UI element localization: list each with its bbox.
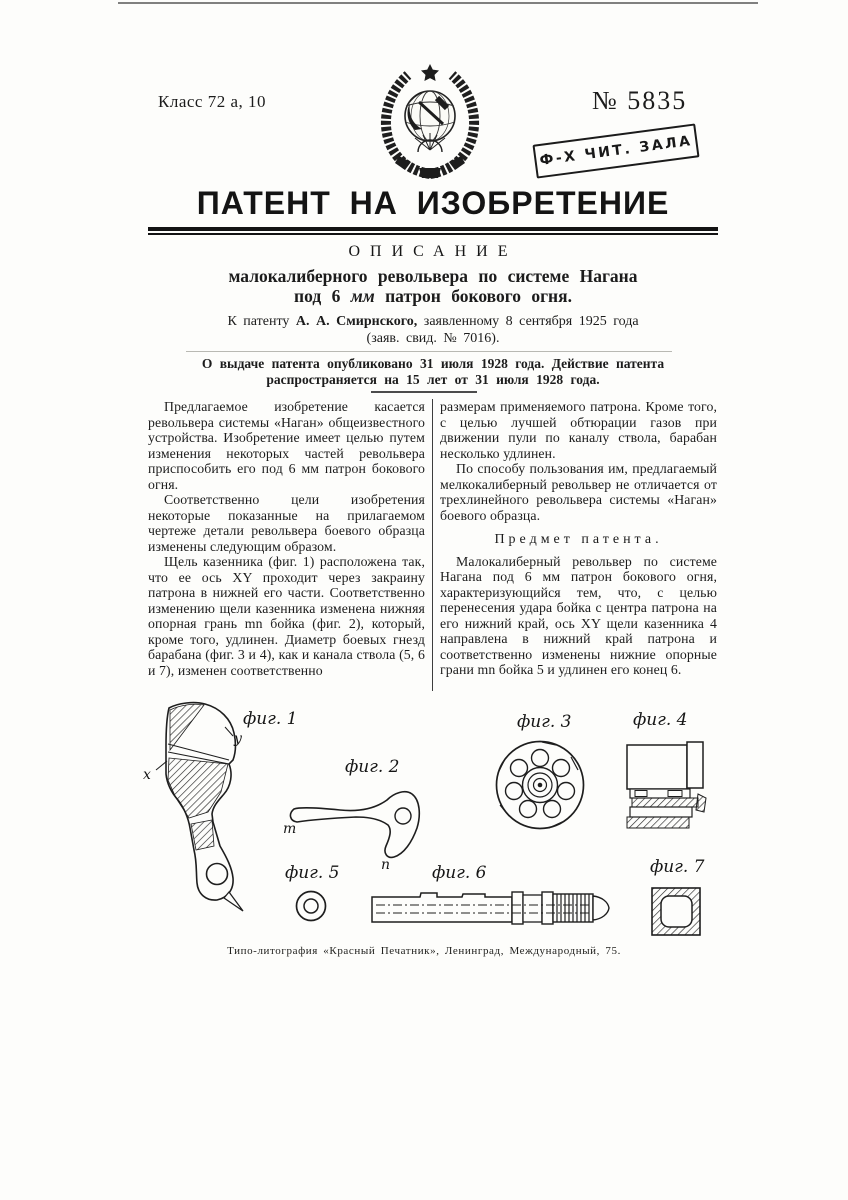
- fig1-caption: фиг. 1: [243, 709, 298, 729]
- subtitle-line2-pre: под 6: [294, 286, 351, 306]
- fig3-caption: фиг. 3: [517, 712, 572, 732]
- fig7-caption: фиг. 7: [650, 857, 705, 877]
- fig2-caption: фиг. 2: [345, 757, 400, 777]
- class-label: Класс 72 а, 10: [158, 92, 267, 111]
- fig3-cylinder-front-drawing: [497, 712, 584, 829]
- ussr-coat-of-arms-icon: [375, 60, 485, 180]
- subtitle-line1: малокалиберного револьвера по системе Нагана: [228, 266, 638, 286]
- issue-note-rule: [0, 391, 848, 393]
- title-divider-rule: [148, 227, 718, 235]
- fig1-breech-drawing: [143, 703, 297, 911]
- fig2-hammer-drawing: [283, 757, 419, 873]
- fig5-caption: фиг. 5: [285, 863, 340, 883]
- patent-number: № 5835: [592, 86, 688, 115]
- fig2-label-n: n: [381, 857, 391, 873]
- fig6-barrel-drawing: [372, 863, 609, 924]
- fig4-cylinder-side-drawing: [627, 710, 706, 828]
- library-stamp-text: Ф-Х ЧИТ. ЗАЛА: [538, 133, 694, 169]
- figures-plate: [0, 700, 848, 950]
- application-note: (заяв. свид. № 7016).: [366, 331, 500, 346]
- to-patent-post: заявленному 8 сентября 1925 года: [417, 314, 639, 329]
- subtitle-unit-mm: мм: [350, 286, 375, 306]
- paragraph: По способу пользования им, предлагаемый мелкокалиберный револьвер не отличается от трехлинейного револьвера системы «Наган» боевого образца.: [440, 461, 717, 523]
- printer-imprint: Типо-литография «Красный Печатник», Ленинград, Международный, 75.: [227, 945, 621, 957]
- column-divider-rule: [432, 399, 433, 691]
- fig5-ring-drawing: [285, 863, 339, 921]
- patentee-line: [148, 313, 718, 347]
- fig2-label-m: m: [283, 821, 297, 837]
- right-column: [440, 399, 717, 695]
- subject-of-patent-heading: Предмет патента.: [494, 532, 663, 547]
- description-heading: ОПИСАНИЕ: [348, 243, 518, 260]
- paragraph: Соответственно цели изобретения некоторые показанные на прилагаемом чертеже детали револьвера боевого образца изменены следующим образом.: [148, 492, 425, 554]
- fig1-label-y: y: [234, 731, 242, 747]
- document-title: ПАТЕНТ НА ИЗОБРЕТЕНИЕ: [196, 185, 670, 221]
- issue-line1: О выдаче патента опубликовано 31 июля 1928 года. Действие патента: [201, 356, 665, 371]
- fig1-label-x: x: [143, 767, 151, 783]
- page-top-rule: [118, 2, 758, 4]
- subtitle-line2-post: патрон бокового огня.: [374, 286, 572, 306]
- section-rule: [186, 351, 672, 352]
- patent-claim: Малокалиберный револьвер по системе Нагана под 6 мм патрон бокового огня, характеризующийся тем, что, с целью перенесения удара бойка с центра патрона на его нижний край, ось XY щели казенника 4 направлена в нижний край патрона и соответственно изменены нижние опорные грани mn бойка 5 и удлинен его конец 6.: [440, 553, 717, 677]
- fig4-caption: фиг. 4: [633, 710, 688, 730]
- invention-subtitle: [148, 266, 718, 306]
- left-column: [148, 399, 425, 695]
- fig6-caption: фиг. 6: [432, 863, 487, 883]
- to-patent-pre: К патенту: [227, 314, 296, 329]
- body-columns: [148, 399, 718, 695]
- patentee-name: А. А. Смирнского,: [295, 314, 418, 329]
- fig7-cross-section-drawing: [650, 857, 705, 935]
- paragraph: Предлагаемое изобретение касается револьвера системы «Наган» общеизвестного устройства. Изобретение имеет целью путем изменения некоторых частей револьвера приспособить его под 6 мм патрон бокового огня.: [148, 399, 425, 492]
- issue-note: [148, 356, 718, 388]
- library-stamp: [532, 123, 699, 178]
- issue-line2: распространяется на 15 лет от 31 июля 1928 года.: [266, 372, 600, 387]
- paragraph: размерам применяемого патрона. Кроме того, с целью лучшей обтюрации газов при движении пули по каналу ствола, барабан несколько удлинен.: [440, 399, 717, 461]
- paragraph: Щель казенника (фиг. 1) расположена так, что ее ось XY проходит через закраину патрона в нижней его части. Соответственно изменению щели казенника изменена нижняя опорная грань mn бойка (фиг. 2), который, кроме того, удлинен. Диаметр боевых гнезд барабана (фиг. 3 и 4), как и канала ствола (5, 6 и 7), изменен соответственно: [148, 554, 425, 678]
